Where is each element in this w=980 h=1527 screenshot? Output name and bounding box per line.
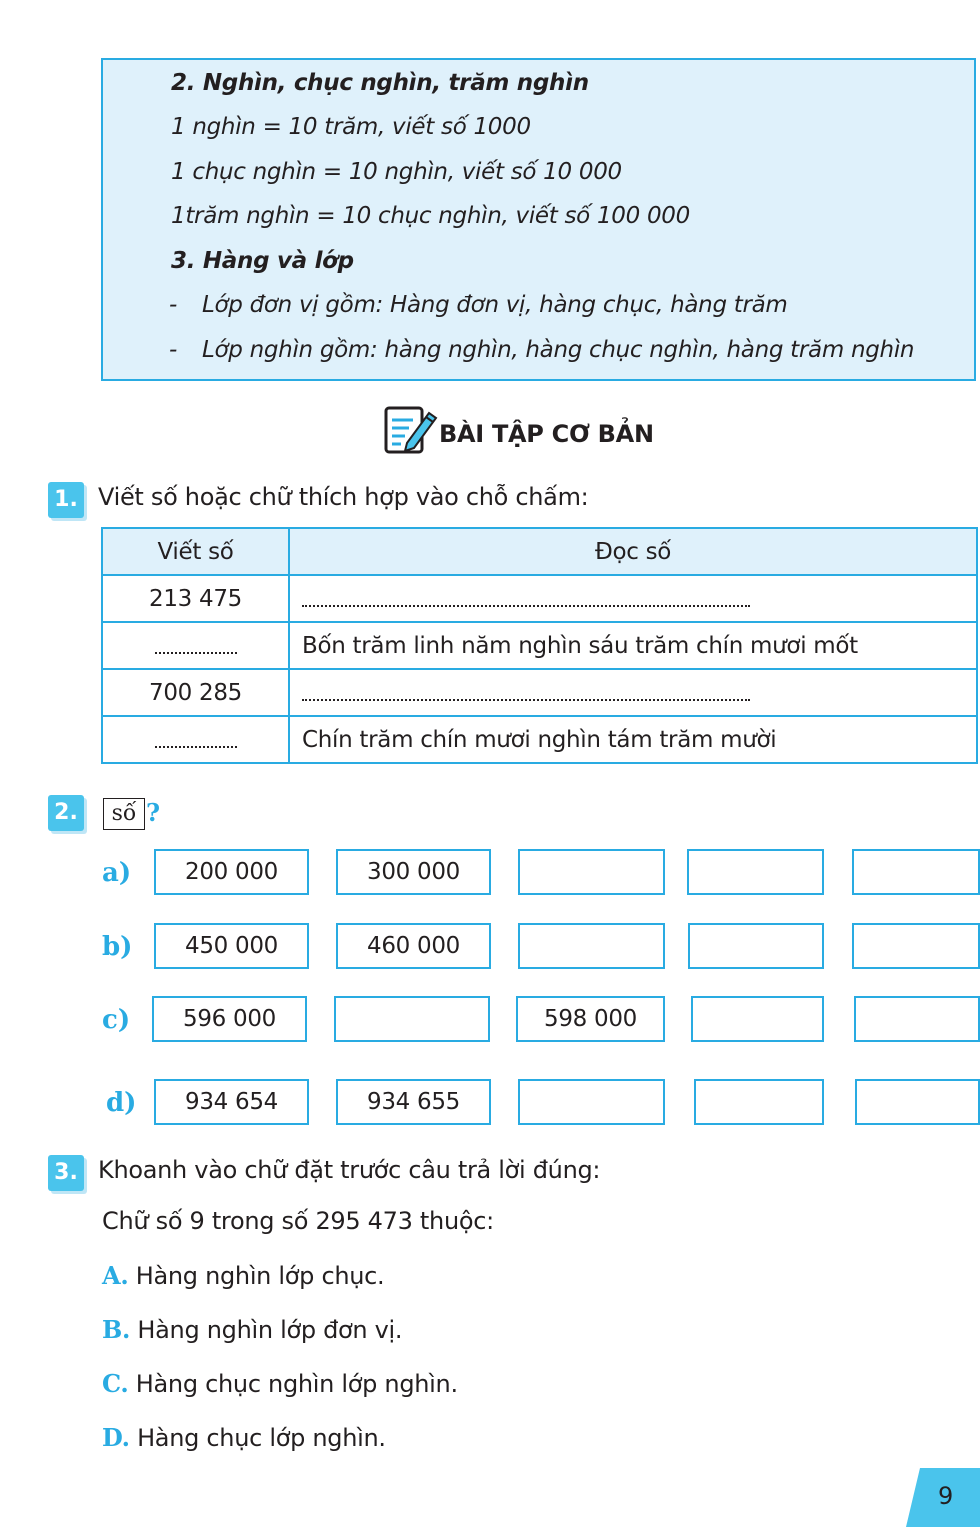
option-c[interactable] [102, 1369, 458, 1398]
answer-box[interactable] [852, 923, 980, 969]
option-text: Hàng nghìn lớp đơn vị. [137, 1316, 403, 1344]
number-box: 460 000 [336, 923, 491, 969]
table-header-row [102, 528, 977, 575]
exercise-2-badge: 2. [48, 795, 84, 831]
number-blank[interactable] [102, 716, 289, 763]
reading-blank[interactable] [289, 669, 977, 716]
table-row [102, 669, 977, 716]
option-text: Hàng chục nghìn lớp nghìn. [135, 1370, 458, 1398]
answer-box[interactable] [694, 1079, 824, 1125]
number-box: 200 000 [154, 849, 309, 895]
dotted-blank [155, 732, 237, 748]
row-label-d: d) [106, 1088, 137, 1118]
pencil-notepad-icon [383, 405, 439, 455]
number-box: 450 000 [154, 923, 309, 969]
number-cell: 700 285 [102, 669, 289, 716]
theory-box [101, 58, 976, 381]
answer-box[interactable] [518, 1079, 665, 1125]
option-letter: C. [102, 1369, 129, 1398]
option-d[interactable] [102, 1423, 386, 1452]
reading-cell: Chín trăm chín mươi nghìn tám trăm mười [289, 716, 977, 763]
number-box: 598 000 [516, 996, 665, 1042]
so-label-box: số [103, 798, 145, 830]
number-box: 934 654 [154, 1079, 309, 1125]
answer-box[interactable] [852, 849, 980, 895]
question-mark: ? [146, 798, 161, 827]
number-blank[interactable] [102, 622, 289, 669]
option-text: Hàng nghìn lớp chục. [135, 1262, 385, 1290]
theory-heading-3: 3. Hàng và lớp [171, 248, 354, 274]
theory-line-1: 1 nghìn = 10 trăm, viết số 1000 [171, 114, 531, 140]
page-number: 9 [938, 1482, 954, 1510]
row-label-a: a) [102, 858, 132, 888]
header-write-number: Viết số [102, 528, 289, 575]
exercise-3-question: Chữ số 9 trong số 295 473 thuộc: [102, 1207, 494, 1235]
row-label-c: c) [102, 1005, 131, 1035]
answer-box[interactable] [854, 996, 980, 1042]
number-reading-table [101, 527, 978, 764]
exercise-3-instruction: Khoanh vào chữ đặt trước câu trả lời đúng: [98, 1156, 601, 1184]
number-cell: 213 475 [102, 575, 289, 622]
number-box: 300 000 [336, 849, 491, 895]
answer-box[interactable] [855, 1079, 980, 1125]
option-b[interactable] [102, 1315, 402, 1344]
theory-line-3: 1trăm nghìn = 10 chục nghìn, viết số 100 000 [171, 203, 690, 229]
section-title: BÀI TẬP CƠ BẢN [439, 420, 654, 448]
answer-box[interactable] [687, 849, 824, 895]
dotted-blank [302, 591, 750, 607]
option-letter: B. [102, 1315, 131, 1344]
bullet-dash: - [169, 337, 178, 363]
theory-bullet-2: Lớp nghìn gồm: hàng nghìn, hàng chục nghìn, hàng trăm nghìn [202, 337, 915, 363]
header-read-number: Đọc số [289, 528, 977, 575]
option-letter: D. [102, 1423, 130, 1452]
theory-bullet-1: Lớp đơn vị gồm: Hàng đơn vị, hàng chục, hàng trăm [202, 292, 788, 318]
answer-box[interactable] [518, 849, 665, 895]
table-row [102, 575, 977, 622]
dotted-blank [155, 638, 237, 654]
option-a[interactable] [102, 1261, 384, 1290]
answer-box[interactable] [518, 923, 665, 969]
reading-cell: Bốn trăm linh năm nghìn sáu trăm chín mươi mốt [289, 622, 977, 669]
dotted-blank [302, 685, 750, 701]
reading-blank[interactable] [289, 575, 977, 622]
exercise-1-instruction: Viết số hoặc chữ thích hợp vào chỗ chấm: [98, 483, 589, 511]
bullet-dash: - [169, 292, 178, 318]
number-box: 934 655 [336, 1079, 491, 1125]
theory-heading-2: 2. Nghìn, chục nghìn, trăm nghìn [171, 70, 589, 96]
answer-box[interactable] [688, 923, 824, 969]
row-label-b: b) [102, 932, 133, 962]
option-text: Hàng chục lớp nghìn. [137, 1424, 386, 1452]
option-letter: A. [102, 1261, 129, 1290]
number-box: 596 000 [152, 996, 307, 1042]
exercise-3-badge: 3. [48, 1155, 84, 1191]
answer-box[interactable] [691, 996, 824, 1042]
table-row [102, 716, 977, 763]
theory-line-2: 1 chục nghìn = 10 nghìn, viết số 10 000 [171, 159, 622, 185]
answer-box[interactable] [334, 996, 490, 1042]
table-row [102, 622, 977, 669]
exercise-1-badge: 1. [48, 482, 84, 518]
